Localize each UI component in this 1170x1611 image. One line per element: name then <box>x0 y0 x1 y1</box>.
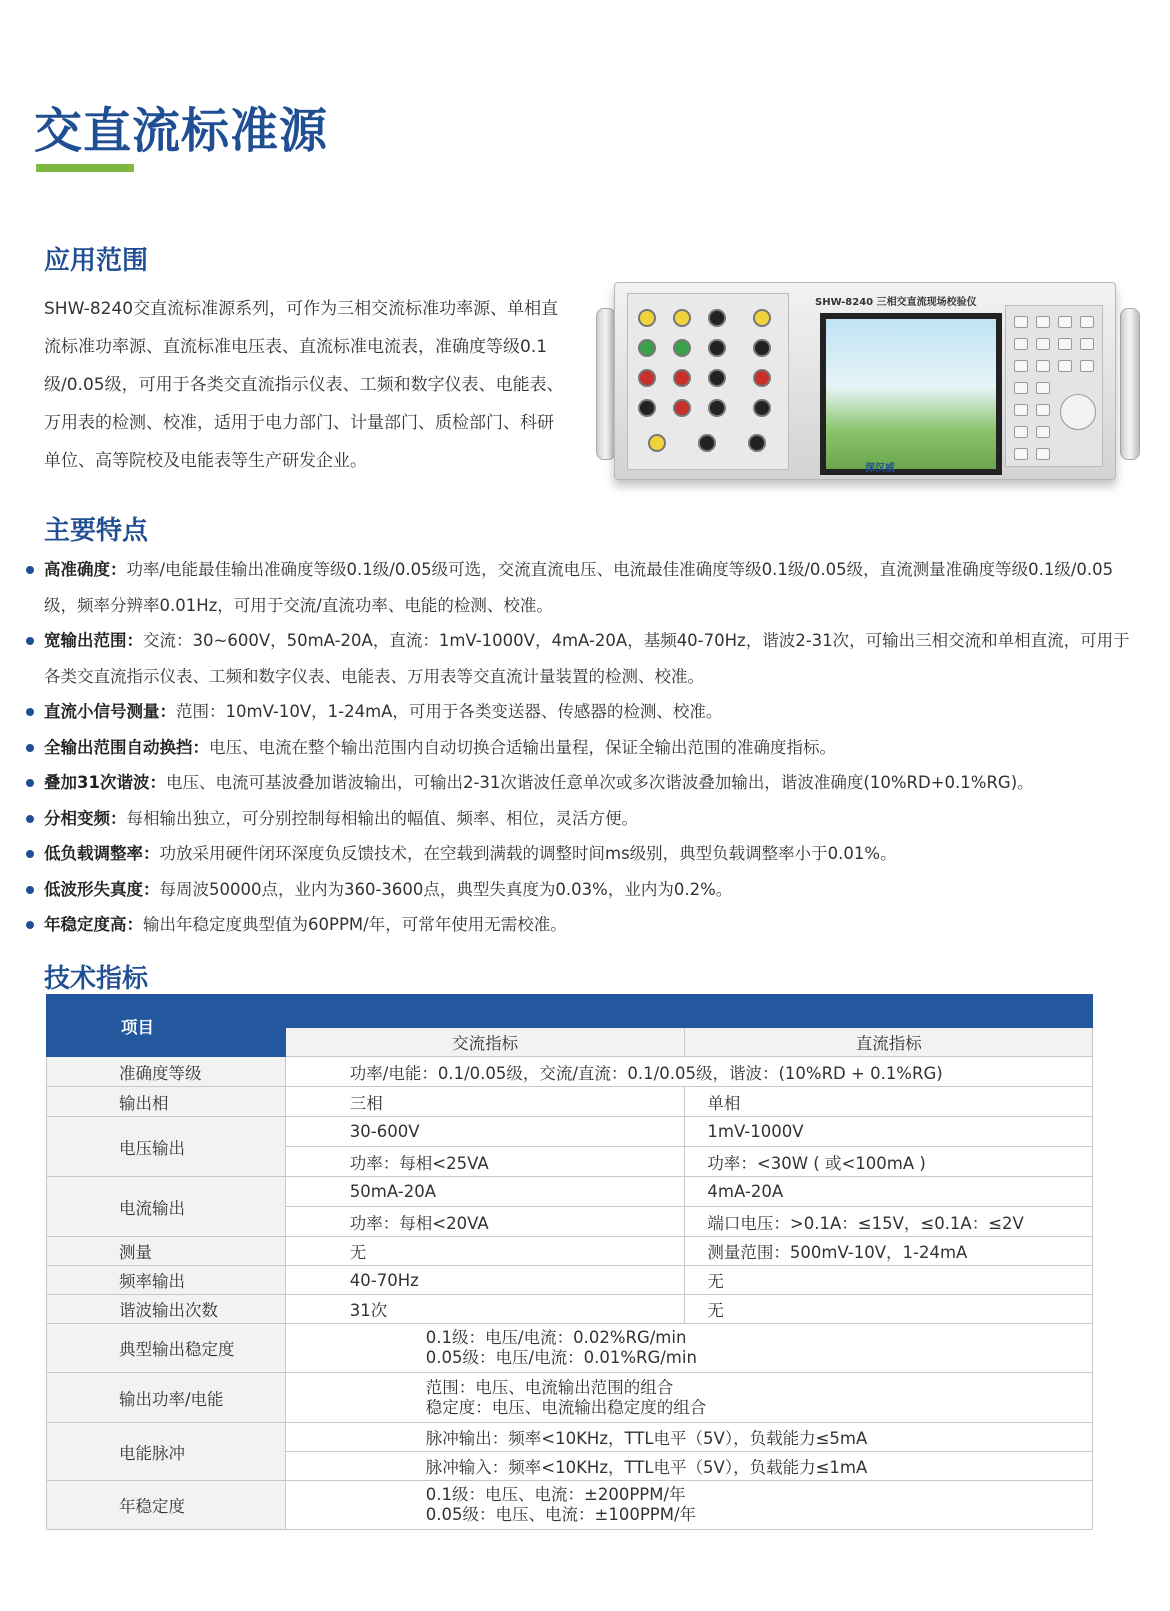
keypad-key <box>1014 426 1028 438</box>
terminal-jack <box>648 434 666 452</box>
keypad-key <box>1036 382 1050 394</box>
measure-dc: 测量范围：500mV-10V，1-24mA <box>685 1237 1093 1266</box>
feature-label: 全输出范围自动换挡： <box>44 737 209 757</box>
row-label: 电能脉冲 <box>47 1423 286 1481</box>
row-label: 电压输出 <box>47 1117 286 1177</box>
feature-text: 每周波50000点，业内为360-3600点，典型失真度为0.03%，业内为0.2%。 <box>159 879 733 899</box>
feature-text: 交流：30~600V，50mA-20A，直流：1mV-1000V，4mA-20A，基频40-70Hz，谐波2-31次，可输出三相交流和单相直流，可用于各类交直流指示仪表、工频和数字仪表、电能表、万用表等交直流计量装置的检测、校准。 <box>44 631 1130 686</box>
row-label: 准确度等级 <box>47 1057 286 1087</box>
keypad-dial <box>1060 394 1096 430</box>
annual-line: 0.1级：电压、电流：±200PPM/年 <box>425 1485 686 1504</box>
feature-text: 每相输出独立，可分别控制每相输出的幅值、频率、相位，灵活方便。 <box>126 808 638 828</box>
device-model-label: SHW-8240 三相交直流现场校验仪 <box>815 297 977 308</box>
terminal-jack <box>638 339 656 357</box>
application-heading: 应用范围 <box>44 246 149 276</box>
row-label: 测量 <box>47 1237 286 1266</box>
keypad-key <box>1036 448 1050 460</box>
feature-item <box>24 730 1144 766</box>
terminal-jack <box>698 434 716 452</box>
device-screen <box>820 313 1002 475</box>
row-label: 电流输出 <box>47 1177 286 1237</box>
feature-label: 低波形失真度： <box>44 879 160 899</box>
keypad-key <box>1036 426 1050 438</box>
title-underline <box>36 164 134 172</box>
device-logo: 深汉威 <box>865 463 895 474</box>
feature-text: 电压、电流可基波叠加谐波输出，可输出2-31次谐波任意单次或多次谐波叠加输出，谐波准确度(10%RD+0.1%RG)。 <box>165 773 1034 792</box>
stability-value <box>285 1324 1092 1373</box>
stability-line: 0.05级：电压/电流：0.01%RG/min <box>425 1348 697 1367</box>
feature-item <box>24 623 1144 694</box>
header-ac: 交流指标 <box>285 1028 685 1057</box>
terminal-jack <box>708 309 726 327</box>
current-dc-power: 端口电压：>0.1A：≤15V，≤0.1A：≤2V <box>685 1207 1093 1237</box>
terminal-jack <box>708 399 726 417</box>
header-dc: 直流指标 <box>685 1028 1093 1057</box>
feature-text: 功放采用硬件闭环深度负反馈技术，在空载到满载的调整时间ms级别，典型负载调整率小于0.01%。 <box>159 844 897 863</box>
terminal-jack <box>673 309 691 327</box>
row-label: 输出相 <box>47 1087 286 1117</box>
keypad-key <box>1058 338 1072 350</box>
feature-text: 输出年稳定度典型值为60PPM/年，可常年使用无需校准。 <box>143 915 567 934</box>
current-ac-power: 功率：每相<20VA <box>285 1207 685 1237</box>
feature-label: 直流小信号测量： <box>44 702 176 721</box>
specs-heading: 技术指标 <box>44 964 149 994</box>
feature-text: 功率/电能最佳输出准确度等级0.1级/0.05级可选，交流直流电压、电流最佳准确度等级0.1级/0.05级，直流测量准确度等级0.1级/0.05级，频率分辨率0.01Hz，可用于交流/直流功率、电能的检测、校准。 <box>44 560 1114 615</box>
terminal-jack <box>753 369 771 387</box>
terminal-jack <box>638 309 656 327</box>
frequency-ac: 40-70Hz <box>285 1266 685 1295</box>
keypad-key <box>1036 404 1050 416</box>
harmonic-dc: 无 <box>685 1295 1093 1324</box>
features-heading: 主要特点 <box>44 516 149 546</box>
annual-value <box>285 1481 1092 1530</box>
row-label: 输出功率/电能 <box>47 1373 286 1423</box>
terminal-jack <box>748 434 766 452</box>
frequency-dc: 无 <box>685 1266 1093 1295</box>
pulse-in: 脉冲输入：频率<10KHz，TTL电平（5V），负载能力≤1mA <box>285 1452 1092 1481</box>
features-list <box>24 552 1144 943</box>
device-keypad <box>1005 305 1103 467</box>
output-phase-dc: 单相 <box>685 1087 1093 1117</box>
row-label: 谐波输出次数 <box>47 1295 286 1324</box>
current-dc-range: 4mA-20A <box>685 1177 1093 1207</box>
terminal-jack <box>673 369 691 387</box>
terminal-jack <box>708 369 726 387</box>
header-band <box>285 995 1092 1028</box>
terminal-jack <box>753 309 771 327</box>
keypad-key <box>1014 404 1028 416</box>
terminal-jack <box>708 339 726 357</box>
spec-table <box>46 994 1093 1530</box>
page-title: 交直流标准源 <box>34 103 329 159</box>
application-text: SHW-8240交直流标准源系列，可作为三相交流标准功率源、单相直流标准功率源、直流标准电压表、直流标准电流表，准确度等级0.1级/0.05级，可用于各类交直流指示仪表、工频和数字仪表、电能表、万用表的检测、校准，适用于电力部门、计量部门、质检部门、科研单位、高等院校及电能表等生产研发企业。 <box>44 299 564 471</box>
keypad-key <box>1058 316 1072 328</box>
feature-label: 宽输出范围： <box>44 631 143 650</box>
voltage-dc-range: 1mV-1000V <box>685 1117 1093 1147</box>
keypad-key <box>1080 316 1094 328</box>
device-terminal-panel <box>627 293 789 470</box>
feature-text: 范围：10mV-10V，1-24mA，可用于各类变送器、传感器的检测、校准。 <box>176 702 723 721</box>
voltage-dc-power: 功率：<30W ( 或<100mA ) <box>685 1147 1093 1177</box>
current-ac-range: 50mA-20A <box>285 1177 685 1207</box>
header-item: 项目 <box>47 995 286 1057</box>
voltage-ac-power: 功率：每相<25VA <box>285 1147 685 1177</box>
device-body <box>614 282 1116 480</box>
terminal-jack <box>638 369 656 387</box>
terminal-jack <box>673 399 691 417</box>
keypad-key <box>1036 338 1050 350</box>
annual-line: 0.05级：电压、电流：±100PPM/年 <box>425 1505 697 1524</box>
keypad-key <box>1080 360 1094 372</box>
pulse-out: 脉冲输出：频率<10KHz，TTL电平（5V），负载能力≤5mA <box>285 1423 1092 1452</box>
power-energy-line: 范围：电压、电流输出范围的组合 <box>425 1377 674 1397</box>
feature-item <box>24 872 1144 908</box>
feature-item <box>24 765 1144 801</box>
keypad-key <box>1036 360 1050 372</box>
terminal-jack <box>673 339 691 357</box>
keypad-key <box>1036 316 1050 328</box>
keypad-key <box>1014 316 1028 328</box>
row-label: 频率输出 <box>47 1266 286 1295</box>
row-label: 年稳定度 <box>47 1481 286 1530</box>
voltage-ac-range: 30-600V <box>285 1117 685 1147</box>
row-label: 典型输出稳定度 <box>47 1324 286 1373</box>
feature-item <box>24 801 1144 837</box>
terminal-jack <box>638 399 656 417</box>
feature-text: 电压、电流在整个输出范围内自动切换合适输出量程，保证全输出范围的准确度指标。 <box>209 737 836 757</box>
harmonic-ac: 31次 <box>285 1295 685 1324</box>
keypad-key <box>1058 360 1072 372</box>
keypad-key <box>1014 360 1028 372</box>
terminal-jack <box>753 339 771 357</box>
feature-item <box>24 694 1144 730</box>
terminal-jack <box>753 399 771 417</box>
feature-label: 低负载调整率： <box>44 844 160 863</box>
device-image <box>590 268 1150 486</box>
power-energy-line: 稳定度：电压、电流输出稳定度的组合 <box>425 1397 707 1417</box>
keypad-key <box>1014 448 1028 460</box>
keypad-key <box>1014 382 1028 394</box>
feature-item <box>24 552 1144 623</box>
keypad-key <box>1014 338 1028 350</box>
feature-label: 叠加31次谐波： <box>44 773 166 792</box>
accuracy-value: 功率/电能：0.1/0.05级，交流/直流：0.1/0.05级，谐波：(10%RD + 0.1%RG) <box>285 1057 1092 1087</box>
feature-label: 高准确度： <box>44 560 127 579</box>
measure-ac: 无 <box>285 1237 685 1266</box>
feature-item <box>24 907 1144 943</box>
stability-line: 0.1级：电压/电流：0.02%RG/min <box>425 1328 687 1347</box>
device-handle-left <box>596 308 616 460</box>
power-energy-value <box>285 1373 1092 1423</box>
keypad-key <box>1080 338 1094 350</box>
feature-label: 年稳定度高： <box>44 915 143 934</box>
device-handle-right <box>1120 308 1140 460</box>
output-phase-ac: 三相 <box>285 1087 685 1117</box>
feature-item <box>24 836 1144 872</box>
feature-label: 分相变频： <box>44 808 127 828</box>
